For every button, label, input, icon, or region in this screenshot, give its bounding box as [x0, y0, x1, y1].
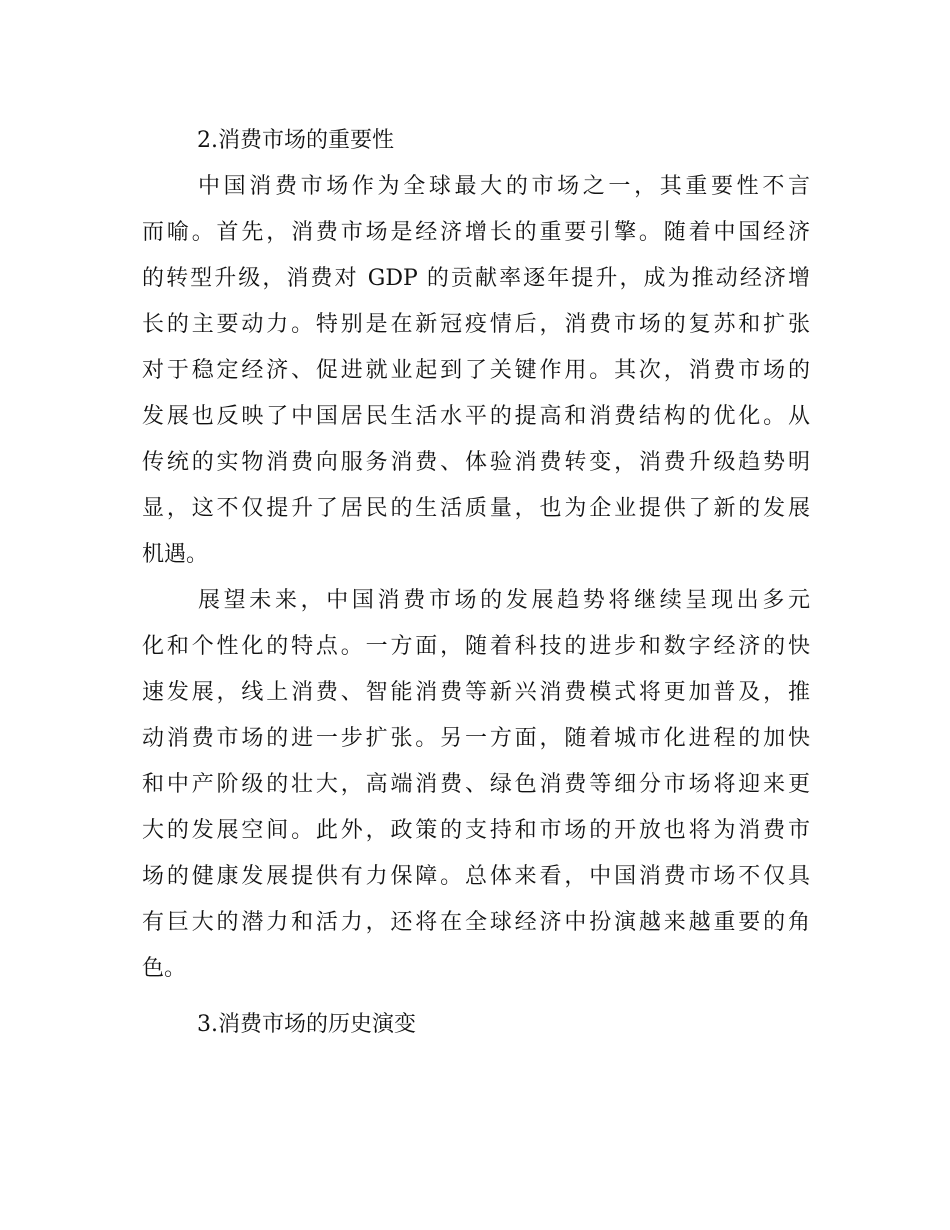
paragraph-line: 速发展，线上消费、智能消费等新兴消费模式将更加普及，推 [142, 680, 810, 705]
paragraph-importance [142, 164, 810, 578]
paragraph-line: 的转型升级，消费对 GDP 的贡献率逐年提升，成为推动经济增 [142, 266, 810, 291]
paragraph-line: 中国消费市场作为全球最大的市场之一，其重要性不言 [198, 174, 810, 199]
paragraph-line: 和中产阶级的壮大，高端消费、绿色消费等细分市场将迎来更 [142, 772, 810, 797]
section-heading-importance: 2.消费市场的重要性 [197, 128, 394, 153]
document-body [142, 118, 810, 1048]
paragraph-line: 显，这不仅提升了居民的生活质量，也为企业提供了新的发展 [142, 496, 810, 521]
paragraph-line: 对于稳定经济、促进就业起到了关键作用。其次，消费市场的 [142, 358, 810, 383]
paragraph-line: 发展也反映了中国居民生活水平的提高和消费结构的优化。从 [142, 404, 810, 429]
paragraph-outlook [142, 578, 810, 992]
paragraph-line: 而喻。首先，消费市场是经济增长的重要引擎。随着中国经济 [142, 220, 810, 245]
paragraph-line: 有巨大的潜力和活力，还将在全球经济中扮演越来越重要的角 [142, 910, 810, 935]
paragraph-line: 动消费市场的进一步扩张。另一方面，随着城市化进程的加快 [142, 726, 810, 751]
paragraph-line: 大的发展空间。此外，政策的支持和市场的开放也将为消费市 [142, 818, 810, 843]
paragraph-line: 展望未来，中国消费市场的发展趋势将继续呈现出多元 [198, 588, 810, 613]
paragraph-line: 化和个性化的特点。一方面，随着科技的进步和数字经济的快 [142, 634, 810, 659]
paragraph-line: 传统的实物消费向服务消费、体验消费转变，消费升级趋势明 [142, 450, 810, 475]
paragraph-line: 长的主要动力。特别是在新冠疫情后，消费市场的复苏和扩张 [142, 312, 810, 337]
section-heading-history: 3.消费市场的历史演变 [197, 1012, 416, 1037]
paragraph-line: 场的健康发展提供有力保障。总体来看，中国消费市场不仅具 [142, 864, 810, 889]
paragraph-line: 色。 [142, 956, 187, 981]
paragraph-line: 机遇。 [142, 542, 209, 567]
